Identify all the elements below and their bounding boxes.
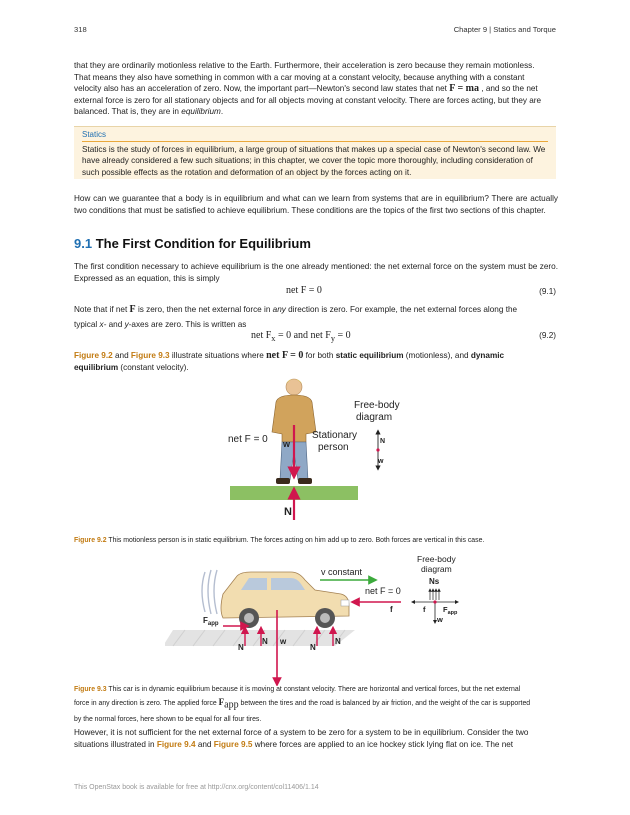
- text-run: for both: [305, 351, 334, 360]
- inline-equation: F: [218, 697, 225, 707]
- velocity-label: v constant: [321, 567, 363, 577]
- fbd-label: diagram: [421, 564, 452, 574]
- figure-9-2-illustration: [220, 370, 420, 530]
- caption-text: force in any direction is zero. The applied force: [74, 700, 217, 707]
- caption-line: by the normal forces, here shown to be equal for all four tires.: [74, 716, 262, 724]
- fbd-w-label: w: [437, 615, 443, 624]
- note-title: Statics: [82, 130, 107, 139]
- inline-equation: net F = 0: [266, 350, 304, 361]
- figure-9-2-caption: [74, 535, 558, 547]
- chapter-header: Chapter 9 | Statics and Torque: [453, 25, 556, 34]
- text-run: where forces are applied to an ice hockey stick lying flat on ice. The net: [254, 739, 514, 749]
- text-line: [74, 350, 558, 362]
- caption-line: [74, 684, 558, 696]
- fbd-f-label: f: [423, 605, 426, 614]
- n-label: N: [284, 506, 292, 518]
- emphasis: equilibrium: [181, 107, 221, 117]
- paragraph: [74, 304, 558, 330]
- text-run: .: [220, 107, 224, 117]
- w-label: w: [283, 439, 291, 449]
- eq-subscript: app: [224, 699, 239, 711]
- page-footer: This OpenStax book is available for free at http://cnx.org/content/col11406/1.14: [74, 784, 319, 791]
- caption-text: This motionless person is in static equilibrium. The forces acting on him add up to zero. Both forces are vertical in this case.: [108, 537, 485, 544]
- section-number: 9.1: [74, 236, 93, 251]
- label-main: F: [203, 616, 208, 625]
- text-run: balanced. That is, they are in: [74, 107, 179, 117]
- caption-label: Figure 9.2: [74, 537, 107, 544]
- paragraph: The first condition necessary to achieve equilibrium is the one already mentioned: the net external force on the system must be zero. Expressed as an equation, this is simply: [74, 262, 558, 283]
- text-line: external force is zero for all stationary objects and for all objects moving at constant velocity. There are forces acting, but they are: [74, 95, 542, 105]
- inline-equation: F: [129, 304, 136, 315]
- text-line: That means they also have something in common with a car moving at a constant velocity, because anything with a constant: [74, 72, 525, 82]
- text-line: [74, 106, 558, 118]
- equation-number: (9.2): [539, 331, 556, 340]
- emphasis: y-: [124, 319, 132, 329]
- fbd-point: [433, 600, 436, 603]
- fbd-ns-label: Ns: [429, 577, 440, 586]
- friction-label: f: [390, 605, 393, 614]
- text-run: direction is zero. For example, the net external forces along the: [288, 305, 518, 314]
- fbd-label: Free-body: [417, 554, 456, 564]
- emphasis: any: [272, 305, 286, 314]
- section-title: The First Condition for Equilibrium: [95, 236, 311, 251]
- applied-force-label: [203, 616, 219, 627]
- paragraph: [74, 727, 558, 750]
- bold-term: equilibrium: [74, 362, 119, 372]
- stationary-label: Stationary: [312, 430, 358, 441]
- text-run: typical: [74, 319, 98, 329]
- intro-paragraph: [74, 60, 558, 118]
- eq-subscript: y: [330, 334, 335, 343]
- text-line: [74, 304, 558, 316]
- normal-label: N: [262, 637, 268, 646]
- person-label: person: [318, 442, 349, 453]
- weight-label: w: [280, 637, 287, 646]
- paragraph: How can we guarantee that a body is in equilibrium and what can we learn from systems that are in equilibrium? There are actually two conditions that must be satisfied to achieve equilibrium. These conditions are the topics of the first two sections of this chapter.: [74, 194, 558, 215]
- statics-note-box: [74, 126, 556, 179]
- text-run: situations illustrated in: [74, 739, 155, 749]
- fbd-fapp-label: [443, 605, 458, 616]
- caption-text: This car is in dynamic equilibrium because it is moving at constant velocity. There are horizontal and vertical forces, but the net external: [108, 686, 521, 693]
- emphasis: x-: [99, 319, 107, 329]
- text-run: velocity also has an acceleration of zero. Now, the important part—Newton's second law states that net: [74, 84, 447, 94]
- eq-part: = 0: [337, 330, 351, 341]
- figure-link[interactable]: Figure 9.2: [74, 351, 113, 360]
- equation-9-2: [251, 330, 351, 345]
- fbd-label: diagram: [356, 412, 393, 423]
- text-run: (constant velocity).: [120, 362, 189, 372]
- fbd-label: Free-body: [354, 400, 400, 411]
- figure-link[interactable]: Figure 9.4: [156, 739, 196, 749]
- text-line: [74, 83, 558, 95]
- eq-part: net F: [251, 330, 272, 341]
- label-subscript: app: [447, 610, 458, 616]
- equation-9-1: net F = 0: [286, 285, 322, 296]
- section-heading: [74, 238, 311, 250]
- note-text: Statics is the study of forces in equilibrium, a large group of situations that makes up a special case of Newton's second law. We have already considered a few such situations; in this chapter, we cover the topic more thoroughly, including consideration of such possible effects as the rotation and deformation of an object by the forces acting on it.: [82, 145, 546, 177]
- text-line: [74, 739, 558, 751]
- figure-link[interactable]: Figure 9.3: [130, 351, 170, 360]
- text-line: that they are ordinarily motionless relative to the Earth. Furthermore, their acceleration is zero because they remain motionless.: [74, 61, 535, 70]
- label-main: F: [443, 605, 448, 614]
- text-line: However, it is not sufficient for the net external force of a system to be zero for a system to be in equilibrium. Consider the two: [74, 728, 529, 737]
- text-run: is zero, then the net external force in: [137, 305, 271, 314]
- fbd-w-label: w: [378, 458, 384, 465]
- eq-part: = 0 and net F: [277, 330, 331, 341]
- net-force-label: net F = 0: [228, 434, 268, 445]
- fbd-n-label: N: [380, 438, 386, 445]
- text-run: and: [108, 319, 123, 329]
- text-run: Note that if net: [74, 305, 128, 314]
- normal-label: N: [310, 643, 316, 652]
- normal-label: N: [238, 643, 244, 652]
- bold-term: static equilibrium: [335, 351, 404, 360]
- caption-line: [74, 696, 558, 711]
- text-line: [74, 319, 558, 331]
- normal-label: N: [335, 637, 341, 646]
- figure-9-3-caption: [74, 684, 558, 726]
- caption-label: Figure 9.3: [74, 686, 107, 693]
- text-run: , and so the net: [481, 84, 538, 94]
- text-run: and: [114, 351, 129, 360]
- eq-subscript: x: [271, 334, 276, 343]
- fbd-point: [376, 448, 379, 451]
- net-force-label: net F = 0: [365, 586, 401, 596]
- figure-9-3-illustration: [165, 550, 475, 686]
- inline-equation: F = ma: [449, 83, 479, 95]
- label-subscript: app: [207, 621, 219, 627]
- text-run: and: [197, 739, 212, 749]
- text-run: (motionless), and: [405, 351, 469, 360]
- text-run: axes are zero. This is written as: [131, 319, 247, 329]
- fbd-normal-arrows: [430, 590, 439, 600]
- motion-lines: [202, 570, 217, 614]
- figure-link[interactable]: Figure 9.5: [213, 739, 253, 749]
- page-number: 318: [74, 25, 87, 34]
- text-run: illustrate situations where: [171, 351, 264, 360]
- equation-number: (9.1): [539, 287, 556, 296]
- road: [165, 630, 355, 646]
- caption-text: between the tires and the road is balanced by air friction, and the weight of the car is supported: [240, 700, 531, 707]
- bold-term: dynamic: [470, 351, 505, 360]
- note-divider: [82, 141, 548, 142]
